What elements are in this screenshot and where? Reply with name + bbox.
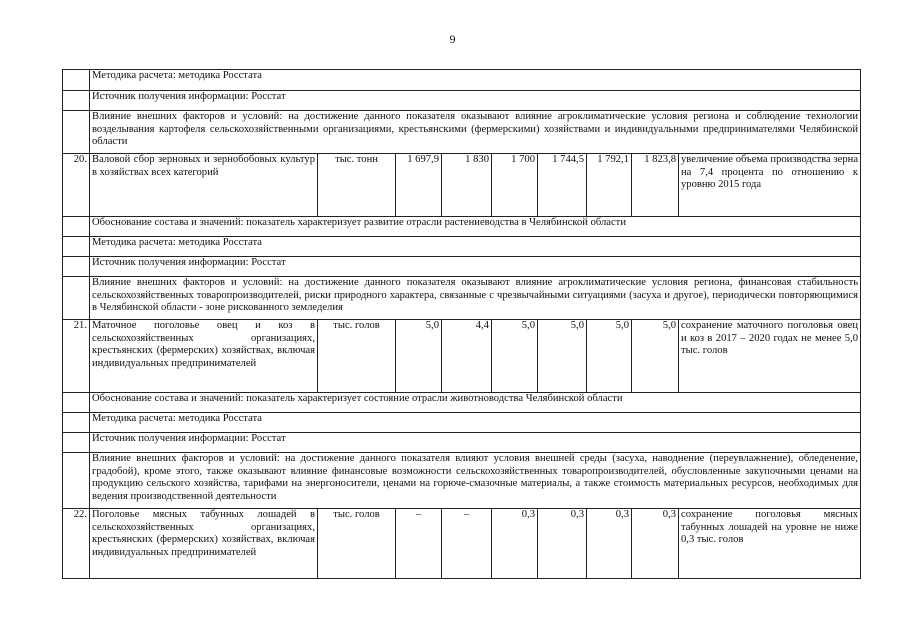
indicator-name: Маточное поголовье овец и коз в сельскохозяйственных организациях, крестьянских (фермерских) хозяйствах, включая индивидуальных предпринимателей bbox=[90, 320, 318, 393]
num-cell-empty bbox=[63, 91, 90, 111]
value-cell: – bbox=[396, 509, 442, 579]
source-text: Источник получения информации: Росстат bbox=[90, 433, 861, 453]
justification-text: Обоснование состава и значений: показатель характеризует развитие отрасли растениеводства в Челябинской области bbox=[90, 217, 861, 237]
value-cell: 1 830 bbox=[442, 154, 492, 217]
value-cell: 4,4 bbox=[442, 320, 492, 393]
value-cell: 1 744,5 bbox=[538, 154, 587, 217]
indicator-name: Валовой сбор зерновых и зернобобовых культур в хозяйствах всех категорий bbox=[90, 154, 318, 217]
value-cell: 5,0 bbox=[632, 320, 679, 393]
value-cell: 5,0 bbox=[396, 320, 442, 393]
justification-text: Обоснование состава и значений: показатель характеризует состояние отрасли животноводства Челябинской области bbox=[90, 393, 861, 413]
num-cell-empty bbox=[63, 393, 90, 413]
value-cell: 5,0 bbox=[538, 320, 587, 393]
num-cell-empty bbox=[63, 277, 90, 320]
influence-text: Влияние внешних факторов и условий: на достижение данного показателя оказывают влияние агроклиматические условия региона, финансовая стабильность сельскохозяйственных товаропроизводителей, риски природного характера, связанные с чрезвычайными ситуациями (засуха и другое), периодически повторяющимися в Челябинской области - зоне рискованного земледелия bbox=[90, 277, 861, 320]
num-cell-empty bbox=[63, 70, 90, 91]
value-cell: – bbox=[442, 509, 492, 579]
row-number: 22. bbox=[63, 509, 90, 579]
num-cell-empty bbox=[63, 413, 90, 433]
value-cell: 1 700 bbox=[492, 154, 538, 217]
value-cell: 0,3 bbox=[587, 509, 632, 579]
num-cell-empty bbox=[63, 433, 90, 453]
value-cell: 5,0 bbox=[587, 320, 632, 393]
value-cell: 1 823,8 bbox=[632, 154, 679, 217]
note-cell: сохранение поголовья мясных табунных лошадей на уровне не ниже 0,3 тыс. голов bbox=[679, 509, 861, 579]
source-text: Источник получения информации: Росстат bbox=[90, 91, 861, 111]
value-cell: 1 792,1 bbox=[587, 154, 632, 217]
indicators-table bbox=[62, 69, 861, 579]
value-cell: 0,3 bbox=[632, 509, 679, 579]
source-text: Источник получения информации: Росстат bbox=[90, 257, 861, 277]
num-cell-empty bbox=[63, 257, 90, 277]
value-cell: 5,0 bbox=[492, 320, 538, 393]
influence-text: Влияние внешних факторов и условий: на достижение данного показателя оказывают влияние агроклиматические условия региона и соблюдение технологии возделывания картофеля сельскохозяйственными организациями, крестьянскими (фермерскими) хозяйствами и индивидуальными предпринимателями Челябинской области bbox=[90, 111, 861, 154]
note-cell: увеличение объема производства зерна на 7,4 процента по отношению к уровню 2015 года bbox=[679, 154, 861, 217]
unit-cell: тыс. тонн bbox=[318, 154, 396, 217]
page-number: 9 bbox=[449, 32, 456, 46]
value-cell: 1 697,9 bbox=[396, 154, 442, 217]
num-cell-empty bbox=[63, 111, 90, 154]
method-text: Методика расчета: методика Росстата bbox=[90, 413, 861, 433]
row-number: 21. bbox=[63, 320, 90, 393]
method-text: Методика расчета: методика Росстата bbox=[90, 70, 861, 91]
value-cell: 0,3 bbox=[538, 509, 587, 579]
method-text: Методика расчета: методика Росстата bbox=[90, 237, 861, 257]
indicator-name: Поголовье мясных табунных лошадей в сельскохозяйственных организациях, крестьянских (фермерских) хозяйствах, включая индивидуальных предпринимателей bbox=[90, 509, 318, 579]
num-cell-empty bbox=[63, 217, 90, 237]
num-cell-empty bbox=[63, 453, 90, 509]
num-cell-empty bbox=[63, 237, 90, 257]
row-number: 20. bbox=[63, 154, 90, 217]
value-cell: 0,3 bbox=[492, 509, 538, 579]
unit-cell: тыс. голов bbox=[318, 320, 396, 393]
influence-text: Влияние внешних факторов и условий: на достижение данного показателя влияют условия внешней среды (засуха, наводнение (переувлажнение), обледенение, градобой), кроме этого, также оказывают влияние финансовые возможности сельскохозяйственных товаропроизводителей, обусловленные закупочными ценами на продукцию сельского хозяйства, тарифами на энергоносители, ценами на горюче-смазочные материалы, а также стоимость материальных ресурсов, необходимых для ведения производственной деятельности bbox=[90, 453, 861, 509]
unit-cell: тыс. голов bbox=[318, 509, 396, 579]
note-cell: сохранение маточного поголовья овец и коз в 2017 – 2020 годах не менее 5,0 тыс. голов bbox=[679, 320, 861, 393]
